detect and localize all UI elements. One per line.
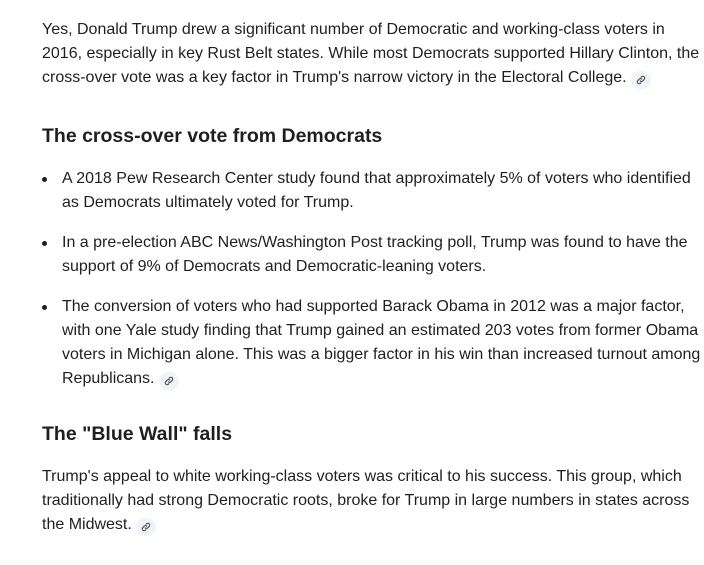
intro-paragraph — [42, 18, 702, 90]
list-item-text: In a pre-election ABC News/Washington Post tracking poll, Trump was found to have the support of 9% of Democrats and Democratic-leaning voters. — [62, 234, 688, 275]
intro-text: Yes, Donald Trump drew a significant number of Democratic and working-class voters in 2016, especially in key Rust Belt states. While most Democrats supported Hillary Clinton, the cross-over vote was a key factor in Trump's narrow victory in the Electoral College. — [42, 21, 700, 86]
blue-wall-text: Trump's appeal to white working-class voters was critical to his success. This group, which traditionally had strong Democratic roots, broke for Trump in large numbers in states across the Midwest. — [42, 468, 690, 533]
link-icon — [164, 376, 174, 386]
intro-source-link[interactable] — [631, 71, 651, 89]
blue-wall-paragraph — [42, 465, 702, 537]
obama-voters-source-link[interactable] — [159, 372, 179, 390]
list-item-text: A 2018 Pew Research Center study found that approximately 5% of voters who identified as Democrats ultimately voted for Trump. — [62, 170, 691, 211]
list-item — [42, 231, 702, 279]
link-icon — [636, 75, 646, 85]
list-item — [42, 295, 702, 391]
cross-over-list — [42, 167, 702, 391]
response-content — [42, 18, 702, 537]
blue-wall-source-link[interactable] — [136, 518, 156, 536]
list-item — [42, 167, 702, 215]
heading-cross-over-vote: The cross-over vote from Democrats — [42, 125, 383, 147]
link-icon — [141, 522, 151, 532]
list-item-text: The conversion of voters who had supported Barack Obama in 2012 was a major factor, with one Yale study finding that Trump gained an estimated 203 votes from former Obama voters in Michigan alone. This was a bigger factor in his win than increased turnout among Republicans. — [62, 298, 701, 387]
heading-blue-wall: The "Blue Wall" falls — [42, 423, 233, 445]
